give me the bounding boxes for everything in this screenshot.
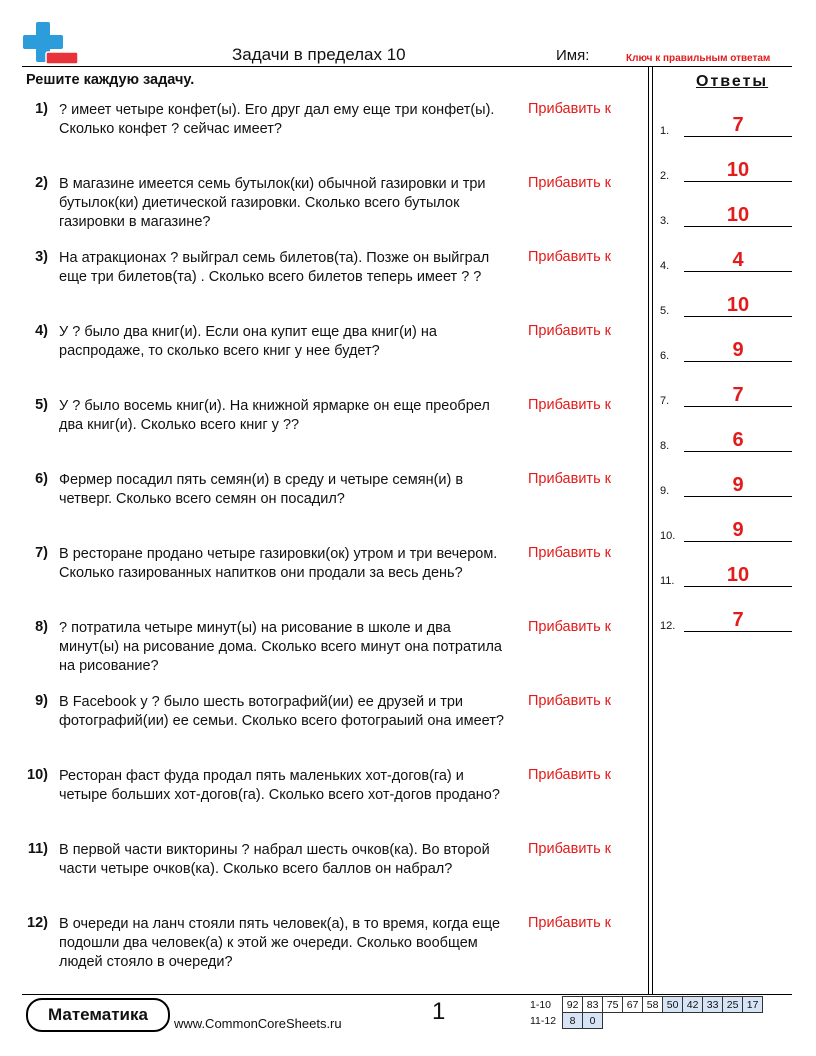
problem-11 — [22, 841, 642, 911]
problem-number: 4) — [35, 323, 48, 339]
problem-operation: Прибавить к — [528, 915, 611, 931]
answer-value: 6 — [732, 429, 744, 451]
worksheet-title: Задачи в пределах 10 — [232, 45, 406, 64]
score-cell: 8 — [563, 1013, 583, 1029]
problem-5 — [22, 397, 642, 467]
score-row — [528, 1013, 763, 1029]
answer-row-10 — [660, 514, 792, 544]
problem-number: 11) — [27, 841, 48, 857]
problem-operation: Прибавить к — [528, 471, 611, 487]
answer-row-3 — [660, 199, 792, 229]
answer-number: 6. — [660, 350, 670, 362]
problem-text: В Facebook у ? было шесть вотографий(ии) ее друзей и три фотографий(ии) ее семьи. Сколько всего фотограыий она имеет? — [59, 694, 504, 729]
problem-8 — [22, 619, 642, 689]
problem-operation: Прибавить к — [528, 101, 611, 117]
answer-row-12 — [660, 604, 792, 634]
answer-value: 7 — [732, 609, 744, 631]
problem-text: У ? было два книг(и). Если она купит еще два книг(и) на распродаже, то сколько всего книг у нее будет? — [59, 324, 437, 359]
problem-number: 5) — [35, 397, 48, 413]
answer-number: 3. — [660, 215, 670, 227]
score-cell: 42 — [683, 997, 703, 1013]
score-cell: 58 — [643, 997, 663, 1013]
answer-row-4 — [660, 244, 792, 274]
problem-text: ? имеет четыре конфет(ы). Его друг дал ему еще три конфет(ы). Сколько конфет ? сейчас имеет? — [59, 102, 495, 137]
answer-number: 1. — [660, 125, 670, 137]
problem-number: 7) — [35, 545, 48, 561]
problem-operation: Прибавить к — [528, 693, 611, 709]
answer-value: 7 — [732, 114, 744, 136]
problem-number: 6) — [35, 471, 48, 487]
score-table — [528, 996, 763, 1029]
answer-row-11 — [660, 559, 792, 589]
answer-row-9 — [660, 469, 792, 499]
answer-value: 9 — [732, 519, 744, 541]
answer-number: 2. — [660, 170, 670, 182]
problem-text: В магазине имеется семь бутылок(ки) обычной газировки и три бутылок(ки) диетической газировки. Сколько всего бутылок газировки в магазине? — [59, 176, 486, 230]
score-cell: 83 — [583, 997, 603, 1013]
site-url: www.CommonCoreSheets.ru — [174, 1016, 342, 1031]
answer-value: 9 — [732, 339, 744, 361]
problem-10 — [22, 767, 642, 837]
problem-text: Ресторан фаст фуда продал пять маленьких хот-догов(га) и четыре больших хот-догов(га). Сколько всего хот-догов продано? — [59, 768, 500, 803]
answer-number: 9. — [660, 485, 670, 497]
score-cell: 67 — [623, 997, 643, 1013]
instructions: Решите каждую задачу. — [26, 72, 195, 88]
problem-operation: Прибавить к — [528, 175, 611, 191]
score-cell: 92 — [563, 997, 583, 1013]
answer-value: 10 — [726, 294, 750, 316]
problem-operation: Прибавить к — [528, 545, 611, 561]
problem-operation: Прибавить к — [528, 841, 611, 857]
problem-number: 12) — [27, 915, 48, 931]
plus-minus-logo-icon — [22, 20, 80, 68]
score-cell: 75 — [603, 997, 623, 1013]
problem-text: Фермер посадил пять семян(и) в среду и четыре семян(и) в четверг. Сколько всего семян он посадил? — [59, 472, 464, 507]
name-label: Имя: — [556, 47, 590, 64]
problem-operation: Прибавить к — [528, 619, 611, 635]
answer-number: 5. — [660, 305, 670, 317]
problem-text: В очереди на ланч стояли пять человек(а), в то время, когда еще подошли два человек(а) к этой же очереди. Сколько вообщем людей стояло в очереди? — [59, 916, 501, 970]
answer-row-2 — [660, 154, 792, 184]
score-row — [528, 997, 763, 1013]
problem-6 — [22, 471, 642, 541]
header-divider — [22, 66, 792, 67]
answer-key-label: Ключ к правильным ответам — [626, 53, 771, 64]
score-cell: 33 — [703, 997, 723, 1013]
answer-row-6 — [660, 334, 792, 364]
problem-operation: Прибавить к — [528, 767, 611, 783]
answers-heading: Ответы — [696, 73, 769, 90]
problem-number: 1) — [35, 101, 48, 117]
problem-number: 10) — [27, 767, 48, 783]
answer-value: 10 — [726, 204, 750, 226]
answer-number: 10. — [660, 530, 676, 542]
page-number: 1 — [432, 998, 446, 1025]
answer-value: 7 — [732, 384, 744, 406]
problem-7 — [22, 545, 642, 615]
answer-row-5 — [660, 289, 792, 319]
problem-12 — [22, 915, 642, 985]
problem-number: 9) — [35, 693, 48, 709]
footer-divider — [22, 994, 792, 995]
answer-value: 9 — [732, 474, 744, 496]
problem-9 — [22, 693, 642, 763]
problem-number: 3) — [35, 249, 48, 265]
answer-number: 12. — [660, 620, 676, 632]
score-cell: 0 — [583, 1013, 603, 1029]
problem-number: 2) — [35, 175, 48, 191]
score-cell: 17 — [743, 997, 763, 1013]
column-divider — [652, 66, 653, 994]
problem-2 — [22, 175, 642, 245]
problem-text: У ? было восемь книг(и). На книжной ярмарке он еще преобрел два книг(и). Сколько всего книг у ?? — [59, 398, 490, 433]
answer-number: 4. — [660, 260, 670, 272]
problem-text: В первой части викторины ? набрал шесть очков(ка). Во второй части четыре очков(ка). Сколько всего баллов он набрал? — [59, 842, 490, 877]
problem-operation: Прибавить к — [528, 397, 611, 413]
problem-text: На атракционах ? выйграл семь билетов(та). Позже он выйграл еще три билетов(та) . Сколько всего билетов теперь имеет ? ? — [59, 250, 490, 285]
problem-text: ? потратила четыре минут(ы) на рисование в школе и два минут(ы) на рисование дома. Сколько всего минут она потратила на рисование? — [59, 620, 502, 674]
answer-row-8 — [660, 424, 792, 454]
answer-number: 7. — [660, 395, 670, 407]
problem-number: 8) — [35, 619, 48, 635]
score-row-label: 11-12 — [530, 1014, 557, 1027]
answer-row-1 — [660, 109, 792, 139]
column-divider — [648, 66, 649, 994]
answer-number: 8. — [660, 440, 670, 452]
answer-value: 10 — [726, 159, 750, 181]
score-cell: 25 — [723, 997, 743, 1013]
answer-number: 11. — [660, 575, 675, 587]
problem-3 — [22, 249, 642, 319]
problem-text: В ресторане продано четыре газировки(ок) утром и три вечером. Сколько газированных напитков они продали за весь день? — [59, 546, 498, 581]
answer-value: 10 — [726, 564, 750, 586]
score-row-label: 1-10 — [530, 998, 552, 1011]
brand-badge: Математика — [26, 998, 170, 1032]
answer-row-7 — [660, 379, 792, 409]
problem-4 — [22, 323, 642, 393]
problem-operation: Прибавить к — [528, 249, 611, 265]
problem-1 — [22, 101, 642, 171]
problem-operation: Прибавить к — [528, 323, 611, 339]
answer-value: 4 — [732, 249, 744, 271]
score-cell: 50 — [663, 997, 683, 1013]
